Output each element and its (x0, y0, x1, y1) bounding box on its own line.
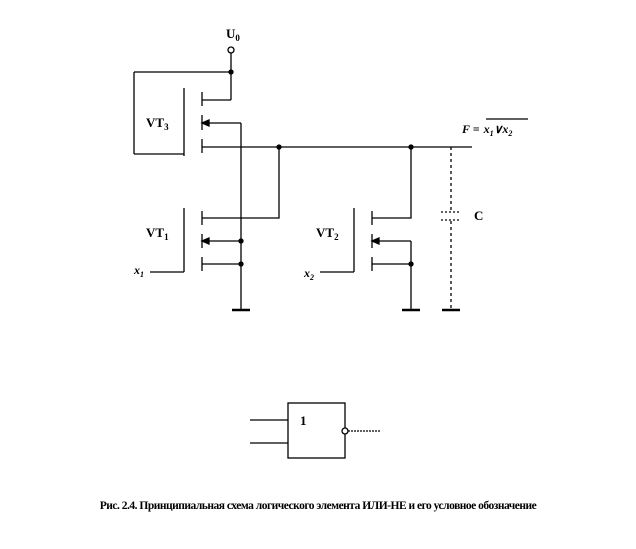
vt2-arrow-icon (372, 238, 379, 244)
vt1-node-source (239, 262, 243, 266)
vt3-arrow-icon (202, 120, 209, 126)
supply-label: $U_0$ (226, 26, 240, 43)
gate-symbol-label: 1 (300, 413, 307, 428)
vt3-label: $VT_3$ (146, 115, 169, 132)
gate-symbol-box (288, 403, 345, 458)
figure-caption: Рис. 2.4. Принципиальная схема логического элемента ИЛИ-НЕ и его условное обозначение (99, 500, 537, 512)
vt2-node-source (409, 262, 413, 266)
x2-label: $x_2$ (304, 266, 314, 282)
gate-inversion-bubble (342, 428, 348, 434)
vt2-label: $VT_2$ (316, 225, 339, 242)
capacitor-label: C (474, 208, 484, 223)
output-label: $F = x_1\vee x_2$ (462, 122, 513, 138)
supply-terminal (228, 47, 234, 53)
vt1-node-substrate (239, 239, 243, 243)
vt1-arrow-icon (202, 238, 209, 244)
vt2-drain-lead (372, 147, 411, 218)
vt1-label: $VT_1$ (146, 225, 169, 242)
x1-label: $x_1$ (134, 263, 144, 279)
